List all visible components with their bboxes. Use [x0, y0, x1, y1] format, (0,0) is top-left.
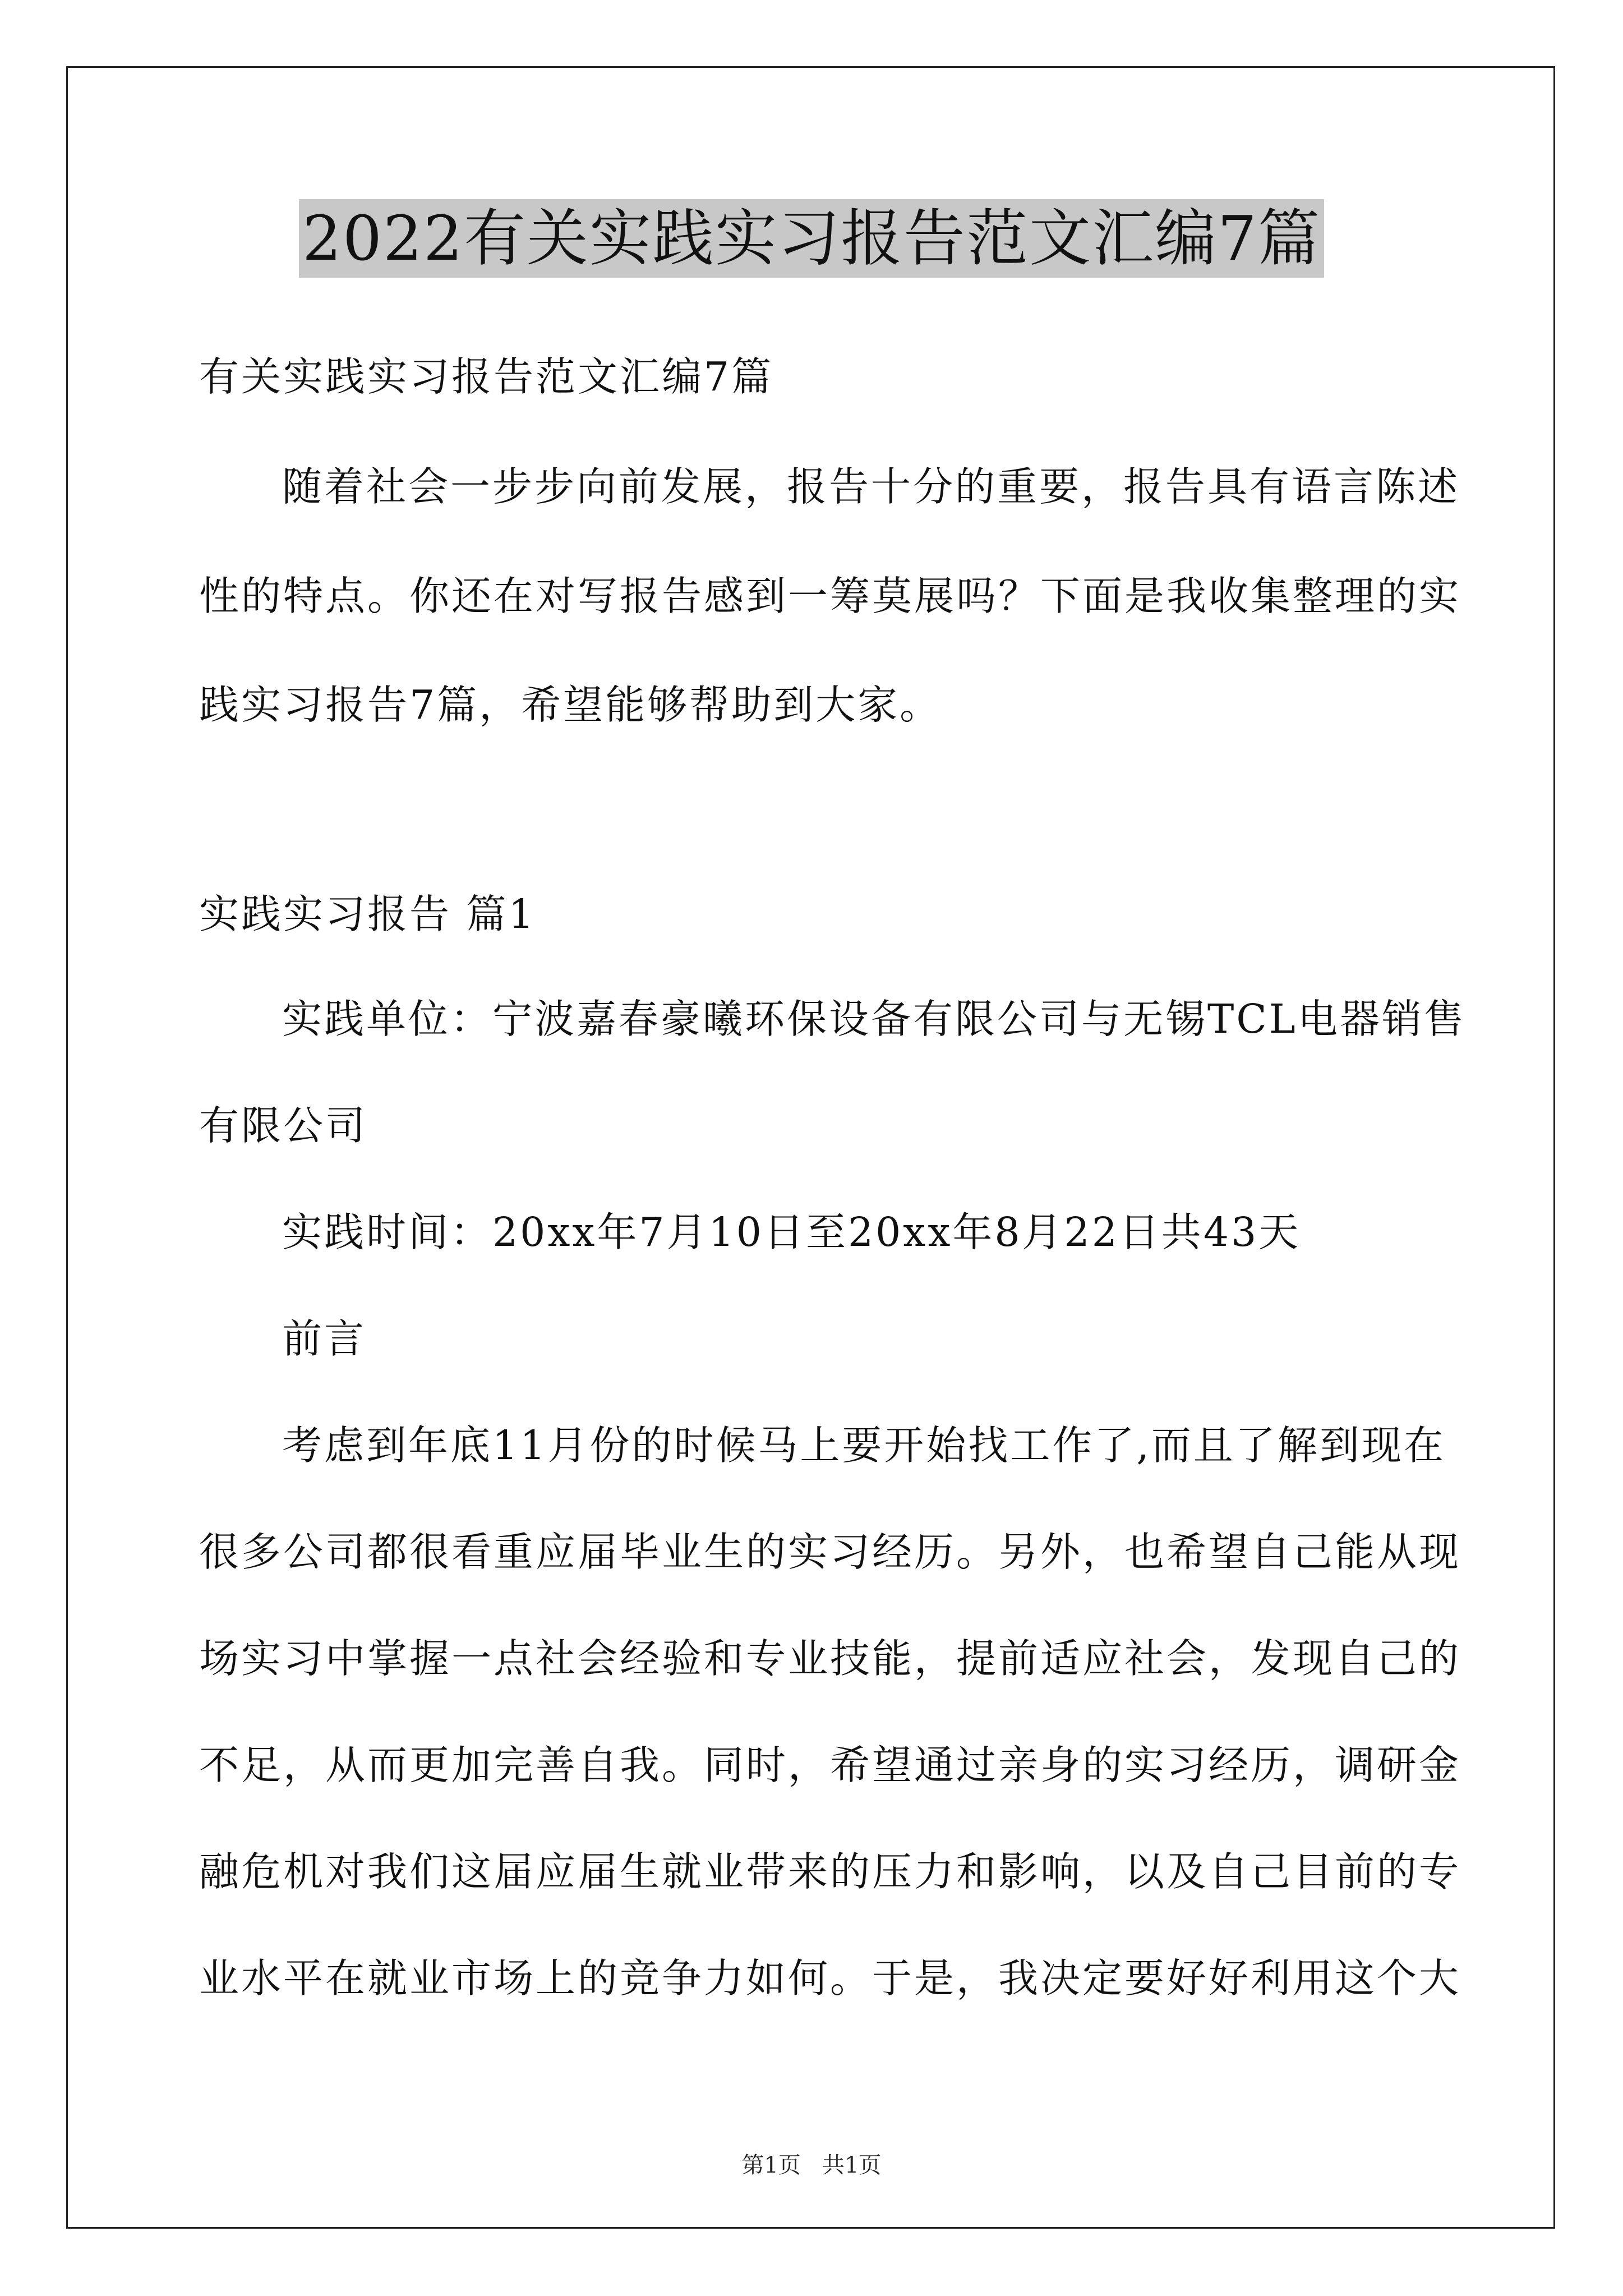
intro-line-2: 性的特点。你还在对写报告感到一筹莫展吗？下面是我收集整理的实 — [199, 573, 1461, 619]
body-line-5: 融危机对我们这届应届生就业带来的压力和影响，以及自己目前的专 — [199, 1848, 1461, 1895]
body-line-3: 场实习中掌握一点社会经验和专业技能，提前适应社会，发现自己的 — [199, 1635, 1461, 1682]
body-line-4: 不足，从而更加完善自我。同时，希望通过亲身的实习经历，调研金 — [199, 1742, 1461, 1788]
intro-line-3: 践实习报告7篇，希望能够帮助到大家。 — [199, 682, 942, 728]
document-title: 2022有关实践实习报告范文汇编7篇 — [299, 199, 1324, 278]
document-subtitle: 有关实践实习报告范文汇编7篇 — [199, 353, 774, 400]
body-line-1: 考虑到年底11月份的时候马上要开始找工作了,而且了解到现在 — [282, 1422, 1446, 1469]
intro-line-1: 随着社会一步步向前发展，报告十分的重要，报告具有语言陈述 — [282, 463, 1460, 510]
unit-line-1: 实践单位：宁波嘉春豪曦环保设备有限公司与无锡TCL电器销售 — [282, 996, 1466, 1042]
time-line: 实践时间：20xx年7月10日至20xx年8月22日共43天 — [282, 1209, 1301, 1255]
preface-heading: 前言 — [282, 1315, 367, 1362]
unit-line-2: 有限公司 — [199, 1102, 368, 1149]
page-footer: 第1页 共1页 — [741, 2152, 882, 2178]
document-title-block — [0, 199, 1623, 278]
section-heading: 实践实习报告 篇1 — [199, 891, 536, 937]
body-line-2: 很多公司都很看重应届毕业生的实习经历。另外，也希望自己能从现 — [199, 1529, 1461, 1575]
body-line-6: 业水平在就业市场上的竞争力如何。于是，我决定要好好利用这个大 — [199, 1955, 1461, 2001]
